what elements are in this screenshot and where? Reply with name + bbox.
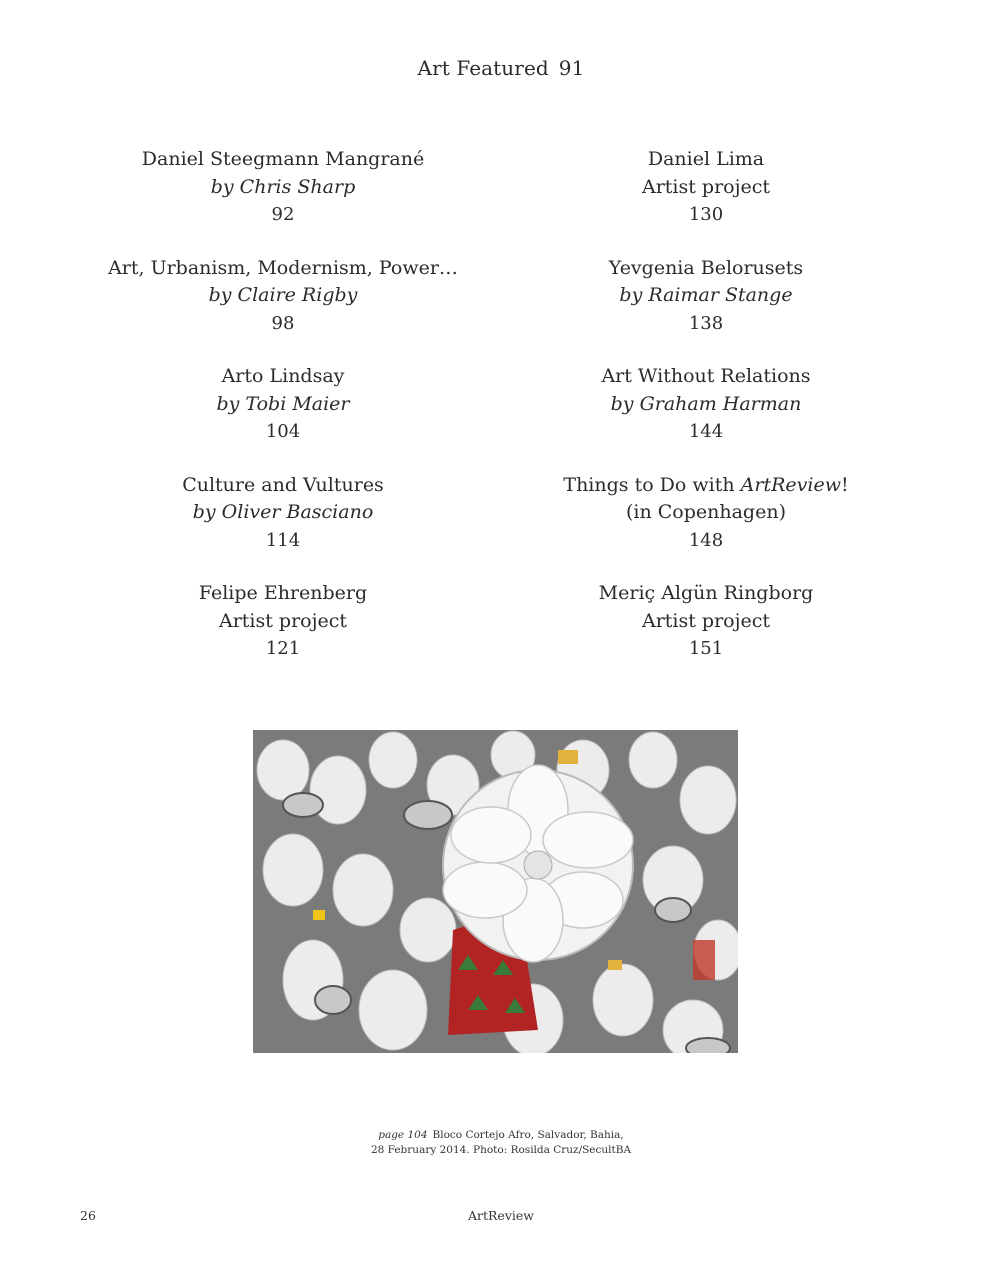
caption-line-1 — [0, 1128, 1002, 1143]
entry-title-magazine: ArtReview — [740, 473, 841, 496]
contents-entry[interactable] — [486, 146, 926, 255]
entry-page: 144 — [688, 421, 724, 442]
entry-title: Art Without Relations — [601, 365, 811, 387]
entry-title: Felipe Ehrenberg — [198, 582, 368, 604]
contents-entry[interactable] — [63, 146, 503, 255]
entry-page: 92 — [271, 204, 295, 225]
entry-title: Arto Lindsay — [221, 365, 345, 387]
entry-byline: by Oliver Basciano — [192, 501, 374, 523]
entry-page: 104 — [265, 421, 301, 442]
entry-byline: by Raimar Stange — [619, 284, 793, 306]
entry-byline: by Chris Sharp — [210, 175, 356, 198]
section-title — [0, 56, 1002, 80]
entry-title: Art, Urbanism, Modernism, Power… — [108, 256, 458, 279]
entry-byline: by Tobi Maier — [216, 392, 350, 415]
entry-byline: by Claire Rigby — [208, 284, 358, 306]
contents-entry[interactable] — [63, 363, 503, 472]
contents-right-column — [486, 146, 926, 689]
entry-byline: (in Copenhagen) — [625, 501, 786, 523]
contents-entry[interactable] — [63, 255, 503, 364]
contents-entry[interactable] — [486, 255, 926, 364]
caption-page-ref: page 104 — [378, 1129, 428, 1141]
contents-entry[interactable] — [486, 472, 926, 581]
entry-page: 151 — [688, 638, 724, 659]
entry-title: Daniel Lima — [647, 148, 765, 170]
entry-title: Yevgenia Belorusets — [608, 256, 804, 279]
contents-entry[interactable] — [486, 363, 926, 472]
carnival-photo-illustration — [253, 730, 738, 1053]
entry-title-pre: Things to Do with — [563, 473, 741, 496]
entry-title: Culture and Vultures — [182, 473, 384, 496]
photo-caption — [0, 1128, 1002, 1158]
contents-entry[interactable] — [63, 580, 503, 689]
contents-entry[interactable] — [486, 580, 926, 689]
entry-title: Meriç Algün Ringborg — [598, 582, 814, 604]
carnival-photo — [253, 730, 738, 1053]
entry-page: 130 — [688, 204, 724, 225]
entry-page: 121 — [265, 638, 301, 659]
caption-text-1: Bloco Cortejo Afro, Salvador, Bahia, — [432, 1129, 624, 1141]
entry-page: 138 — [688, 312, 724, 334]
entry-title-post: ! — [840, 473, 849, 496]
entry-page: 98 — [271, 312, 295, 334]
entry-byline: by Graham Harman — [610, 392, 802, 415]
entry-title — [486, 472, 926, 500]
caption-text-2: 28 February 2014. Photo: Rosilda Cruz/SecultBA — [370, 1144, 632, 1156]
contents-left-column — [63, 146, 503, 689]
section-page-number: 91 — [558, 56, 585, 80]
entry-title: Daniel Steegmann Mangrané — [141, 148, 425, 170]
footer-page-number: 26 — [80, 1208, 96, 1223]
contents-entry[interactable] — [63, 472, 503, 581]
entry-byline: Artist project — [218, 609, 348, 632]
entry-page: 148 — [688, 529, 724, 551]
entry-byline: Artist project — [641, 609, 771, 632]
entry-byline: Artist project — [641, 175, 771, 198]
section-label: Art Featured — [417, 56, 549, 80]
footer-magazine-name: ArtReview — [468, 1208, 534, 1223]
entry-page: 114 — [265, 529, 301, 551]
